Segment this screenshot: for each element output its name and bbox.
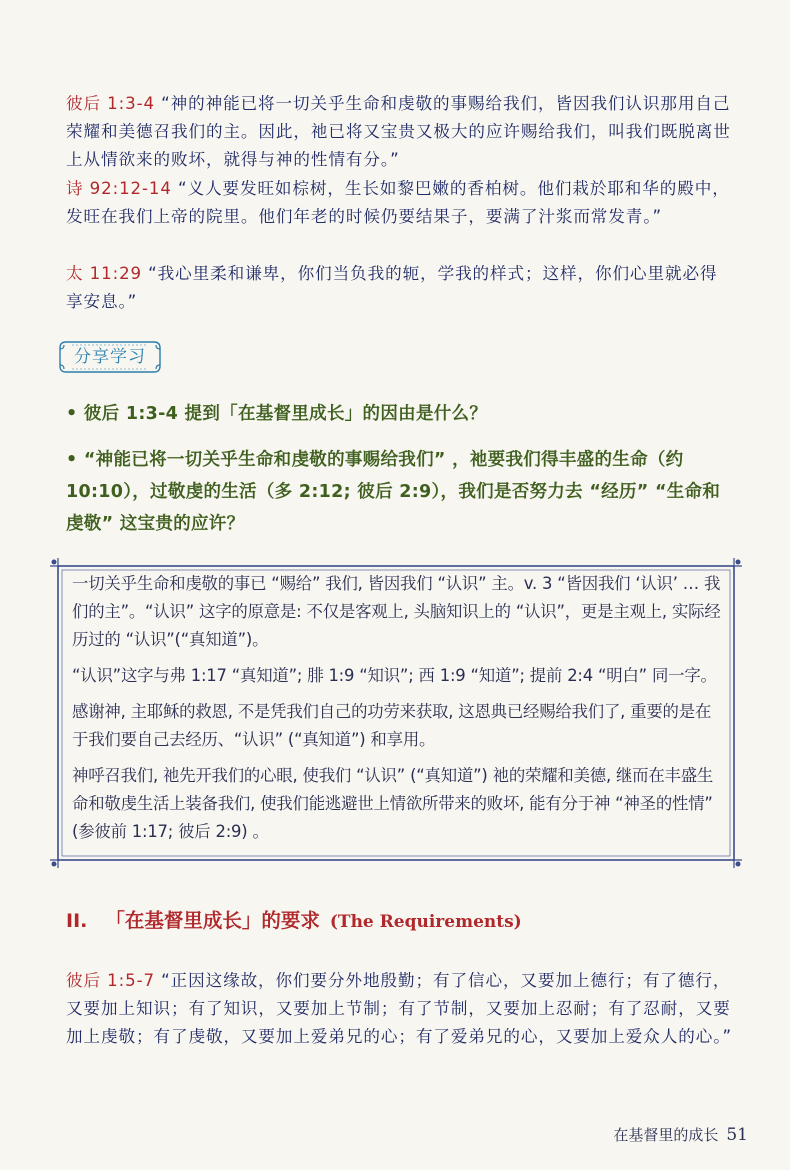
section-number: II. [66,910,88,932]
commentary-paragraph: 神呼召我们, 祂先开我们的心眼, 使我们 “认识” (“真知道”) 祂的荣耀和美德, 继而在丰盛生命和敬虔生活上装备我们, 使我们能逃避世上情欲所带来的败坏, 能有分于神 “神圣的性情” (参彼前 1:17; 彼后 2:9) 。 [72,766,714,841]
verse-2peter-1-3-4 [66,90,734,174]
share-study-label: 分享学习 [74,347,146,367]
commentary-paragraph: 感谢神, 主耶稣的救恩, 不是凭我们自己的功劳来获取, 这恩典已经赐给我们了, 重要的是在于我们要自己去经历、“认识” (“真知道”) 和享用。 [72,702,712,749]
page-footer [613,1124,748,1145]
verse-text: “正因这缘故，你们要分外地殷勤；有了信心，又要加上德行；有了德行，又要加上知识；有了知识，又要加上节制；有了节制，又要加上忍耐；有了忍耐，又要加上虔敬；有了虔敬，又要加上爱弟兄的心；有了爱弟兄的心，又要加上爱众人的心。” [66,971,732,1046]
verse-text: “义人要发旺如棕树，生长如黎巴嫩的香柏树。他们栽於耶和华的殿中，发旺在我们上帝的院里。他们年老的时候仍要结果子，要满了汁浆而常发青。” [66,179,730,226]
verse-reference: 诗 92:12-14 [66,179,172,198]
verse-psalm-92-12-14 [66,175,734,231]
commentary-paragraph: “认识”这字与弗 1:17 “真知道”; 腓 1:9 “知识”; 西 1:9 “知道”; 提前 2:4 “明白” 同一字。 [72,666,717,685]
section-title-en: (The Requirements) [329,912,522,932]
verse-matthew-11-29 [66,260,734,316]
commentary-box [72,570,722,854]
discussion-question-2: • “神能已将一切关乎生命和虔敬的事赐给我们” ，祂要我们得丰盛的生命（约 10:10），过敬虔的生活（多 2:12; 彼后 2:9），我们是否努力去 “经历” “生命和虔敬” 这宝贵的应许？ [66,450,721,534]
section-title-zh: 「在基督里成长」的要求 [105,909,320,932]
section-heading [66,904,522,938]
commentary-paragraph: 一切关乎生命和虔敬的事已 “赐给” 我们, 皆因我们 “认识” 主。v. 3 “皆因我们 ‘认识’ … 我们的主”。“认识” 这字的原意是: 不仅是客观上, 头脑知识上的 “认识”，更是主观上, 实际经历过的 “认识”(“真知道”)。 [72,574,721,649]
share-study-badge [58,340,162,374]
verse-2peter-1-5-7 [66,967,734,1051]
verse-reference: 彼后 1:3-4 [66,94,155,113]
page-number: 51 [726,1125,748,1145]
discussion-question-1: • 彼后 1:3-4 提到「在基督里成长」的因由是什么？ [66,404,488,424]
verse-reference: 太 11:29 [66,264,142,283]
verse-reference: 彼后 1:5-7 [66,971,155,990]
verse-text: “神的神能已将一切关乎生命和虔敬的事赐给我们，皆因我们认识那用自己荣耀和美德召我们的主。因此，祂已将又宝贵又极大的应许赐给我们，叫我们既脱离世上从情欲来的败坏，就得与神的性情有分。” [66,94,731,169]
footer-title: 在基督里的成长 [613,1126,719,1144]
verse-text: “我心里柔和谦卑，你们当负我的轭，学我的样式；这样，你们心里就必得享安息。” [66,264,718,311]
